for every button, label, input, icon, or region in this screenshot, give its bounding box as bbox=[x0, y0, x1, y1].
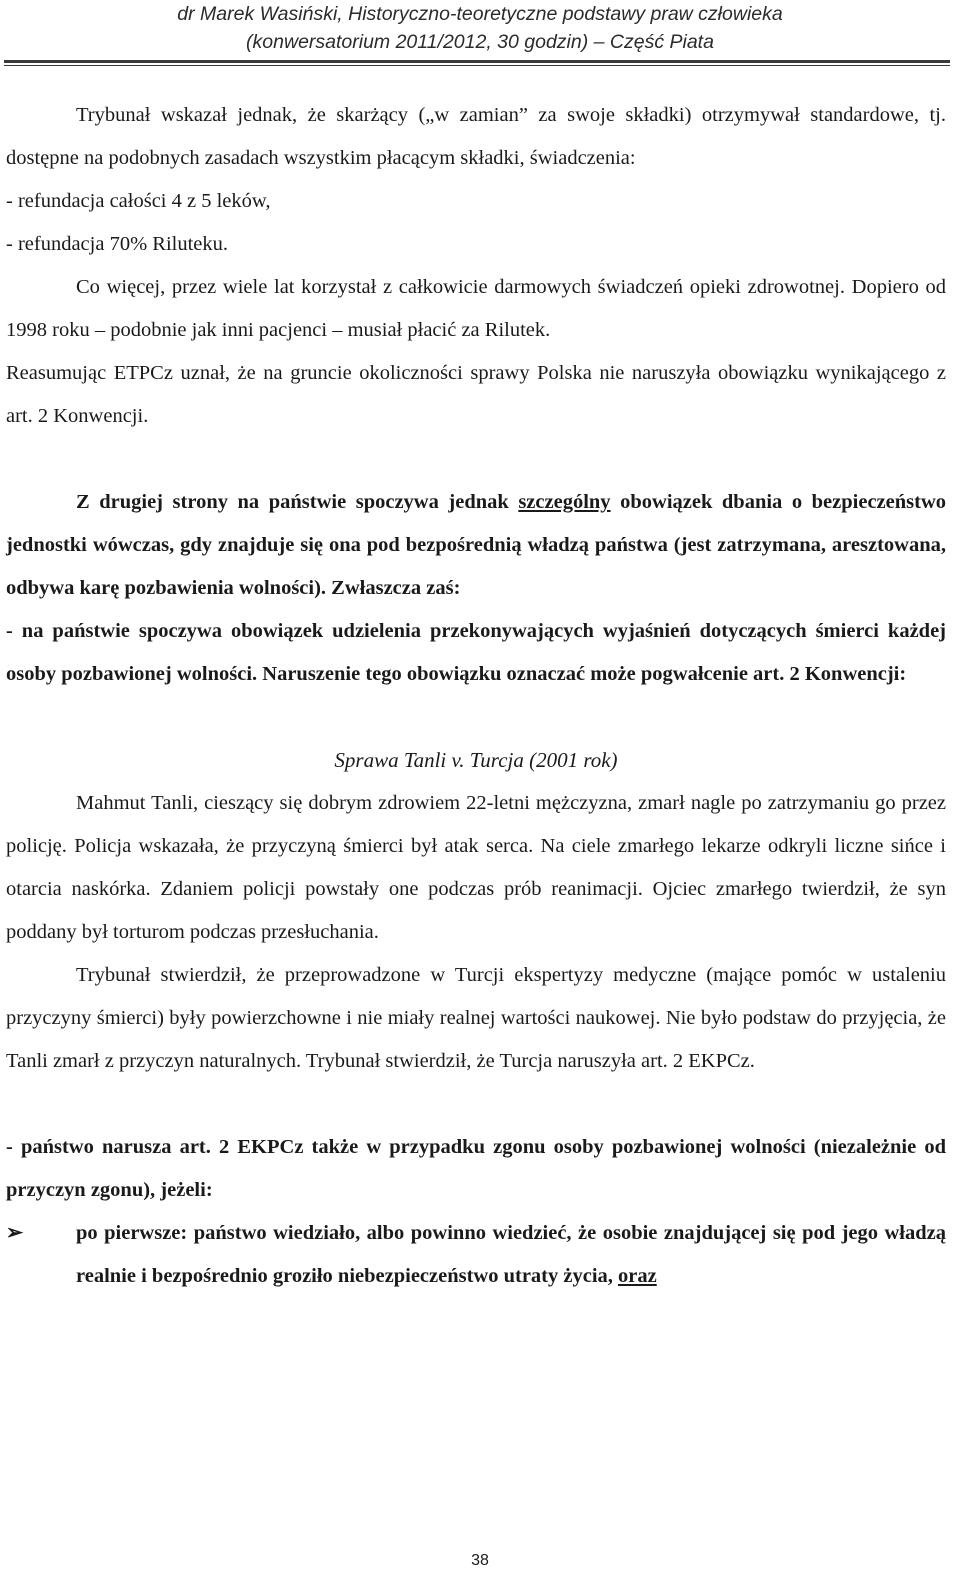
spacer bbox=[6, 438, 946, 481]
spacer bbox=[6, 1083, 946, 1126]
page-number: 38 bbox=[471, 1552, 489, 1569]
bullet-first-condition bbox=[6, 1212, 946, 1298]
paragraph-case-facts: Mahmut Tanli, cieszący się dobrym zdrowiem 22-letni mężczyzna, zmarł nagle po zatrzymaniu go przez policję. Policja wskazała, że przyczyną śmierci był atak serca. Na ciele zmarłego lekarze odkryli liczne sińce i otarcia naskórka. Zdaniem policji powstały one podczas prób reanimacji. Ojciec zmarłego twierdził, że syn poddany był torturom podczas przesłuchania. bbox=[6, 792, 946, 943]
arrow-bullet-icon: ➢ bbox=[6, 1222, 24, 1244]
document-body bbox=[6, 94, 946, 1298]
header-line-1: dr Marek Wasiński, Historyczno-teoretyczne podstawy praw człowieka bbox=[177, 3, 783, 25]
paragraph-case-ruling: Trybunał stwierdził, że przeprowadzone w Turcji ekspertyzy medyczne (mające pomóc w ustaleniu przyczyny śmierci) były powierzchowne i nie miały realnej wartości naukowej. Nie było podstaw do przyjęcia, że Tanli zmarł z przyczyn naturalnych. Trybunał stwierdził, że Turcja naruszyła art. 2 EKPCz. bbox=[6, 964, 946, 1072]
paragraph-duty-explanation: - na państwie spoczywa obowiązek udzielenia przekonywających wyjaśnień dotyczących śmierci każdej osoby pozbawionej wolności. Naruszenie tego obowiązku oznaczać może pogwałcenie art. 2 Konwencji: bbox=[6, 620, 946, 685]
paragraph-state-violation: - państwo narusza art. 2 EKPCz także w przypadku zgonu osoby pozbawionej wolności (niezależnie od przyczyn zgonu), jeżeli: bbox=[6, 1136, 946, 1201]
text-segment: po pierwsze: państwo wiedziało, albo powinno wiedzieć, że osobie znajdującej się pod jego władzą realnie i bezpośrednio groziło niebezpieczeństwo utraty życia, bbox=[76, 1222, 946, 1287]
text-segment: obowiązek dbania o bezpieczeństwo jednostki wówczas, gdy znajduje się ona pod bezpośrednią władzą państwa (jest zatrzymana, aresztowana, odbywa karę pozbawienia wolności). Zwłaszcza zaś: bbox=[6, 491, 946, 599]
case-title: Sprawa Tanli v. Turcja (2001 rok) bbox=[334, 748, 618, 772]
paragraph-moreover: Co więcej, przez wiele lat korzystał z całkowicie darmowych świadczeń opieki zdrowotnej. Dopiero od 1998 roku – podobnie jak inni pacjenci – musiał płacić za Rilutek. bbox=[6, 276, 946, 341]
page-header bbox=[0, 0, 960, 56]
paragraph-summary: Reasumując ETPCz uznał, że na gruncie okoliczności sprawy Polska nie naruszyła obowiązku wynikającego z art. 2 Konwencji. bbox=[6, 362, 946, 427]
header-line-2: (konwersatorium 2011/2012, 30 godzin) – Część Piata bbox=[246, 31, 714, 53]
paragraph-special-duty bbox=[6, 481, 946, 610]
header-rule-thin bbox=[4, 65, 950, 66]
underlined-word: szczególny bbox=[518, 491, 611, 513]
list-item-refund-rilutek: - refundacja 70% Riluteku. bbox=[6, 233, 229, 255]
spacer bbox=[6, 696, 946, 739]
paragraph-tribunal-indicated: Trybunał wskazał jednak, że skarżący („w zamian” za swoje składki) otrzymywał standardowe, tj. dostępne na podobnych zasadach wszystkim płacącym składki, świadczenia: bbox=[6, 104, 946, 169]
list-item-refund-full: - refundacja całości 4 z 5 leków, bbox=[6, 190, 271, 212]
underlined-word: oraz bbox=[618, 1265, 657, 1287]
text-segment: Z drugiej strony na państwie spoczywa jednak bbox=[76, 491, 519, 513]
header-rule-thick bbox=[4, 60, 950, 63]
